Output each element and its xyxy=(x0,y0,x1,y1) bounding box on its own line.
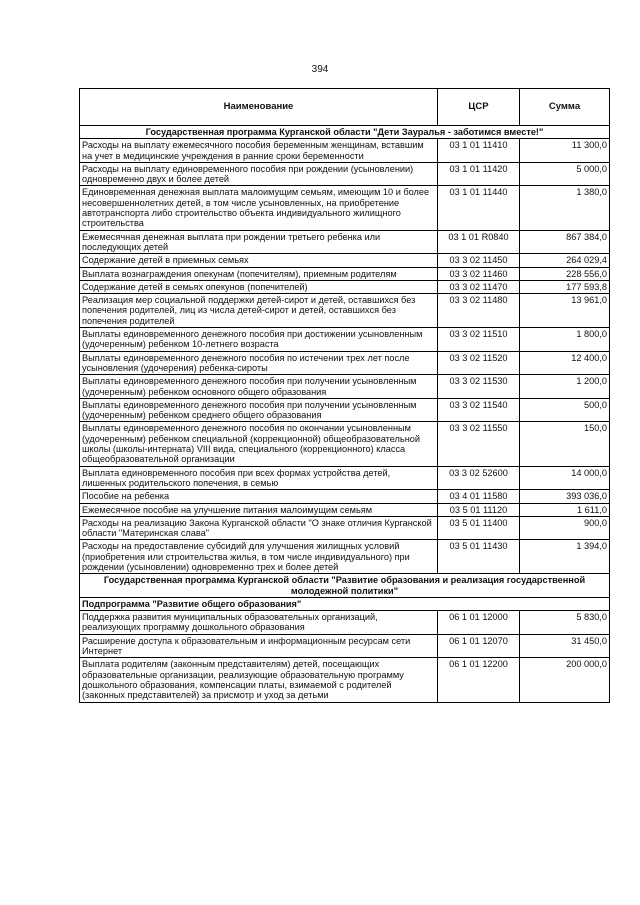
row-name: Расширение доступа к образовательным и информационным ресурсам сети Интернет xyxy=(80,634,438,658)
table-row xyxy=(80,186,610,230)
row-name: Реализация мер социальной поддержки детей-сирот и детей, оставшихся без попечения родителей, лиц из числа детей-сирот и детей, оставшихся без попечения родителей xyxy=(80,294,438,328)
table-row xyxy=(80,280,610,293)
row-csr: 03 3 02 11540 xyxy=(438,398,520,422)
table-row xyxy=(80,162,610,186)
table-row xyxy=(80,294,610,328)
row-name: Расходы на предоставление субсидий для улучшения жилищных условий (приобретения или строительства жилья, в том числе индивидуального) при рождении (усыновлении) одновременно трех и более детей xyxy=(80,540,438,574)
row-name: Поддержка развития муниципальных образовательных организаций, реализующих программу дошкольного образования xyxy=(80,611,438,635)
subsection-row xyxy=(80,597,610,610)
row-name: Выплаты единовременного денежного пособия при получении усыновленным (удочеренным) ребенком основного общего образования xyxy=(80,375,438,399)
row-csr: 03 3 02 11480 xyxy=(438,294,520,328)
table-row xyxy=(80,267,610,280)
row-csr: 03 3 02 11510 xyxy=(438,328,520,352)
row-sum: 1 394,0 xyxy=(520,540,610,574)
header-name: Наименование xyxy=(80,89,438,126)
row-sum: 1 800,0 xyxy=(520,328,610,352)
row-name: Выплата вознаграждения опекунам (попечителям), приемным родителям xyxy=(80,267,438,280)
table-row xyxy=(80,658,610,702)
row-name: Выплаты единовременного денежного пособия по истечении трех лет после усыновления (удочерения) ребенка-сироты xyxy=(80,351,438,375)
table-row xyxy=(80,503,610,516)
row-csr: 03 1 01 11420 xyxy=(438,162,520,186)
section-row xyxy=(80,126,610,139)
row-sum: 393 036,0 xyxy=(520,490,610,503)
page-number: 394 xyxy=(311,64,329,75)
row-csr: 03 4 01 11580 xyxy=(438,490,520,503)
row-csr: 03 5 01 11120 xyxy=(438,503,520,516)
row-sum: 5 000,0 xyxy=(520,162,610,186)
row-csr: 03 3 02 11530 xyxy=(438,375,520,399)
table-row xyxy=(80,540,610,574)
table-row xyxy=(80,466,610,490)
row-name: Выплаты единовременного денежного пособия при достижении усыновленным (удочеренным) ребенком 10-летнего возраста xyxy=(80,328,438,352)
row-csr: 03 1 01 R0840 xyxy=(438,230,520,254)
row-sum: 1 200,0 xyxy=(520,375,610,399)
row-name: Ежемесячная денежная выплата при рождении третьего ребенка или последующих детей xyxy=(80,230,438,254)
row-sum: 13 961,0 xyxy=(520,294,610,328)
table-row xyxy=(80,490,610,503)
row-sum: 11 300,0 xyxy=(520,139,610,163)
table-row xyxy=(80,375,610,399)
row-name: Содержание детей в приемных семьях xyxy=(80,254,438,267)
table-row xyxy=(80,139,610,163)
table-body xyxy=(80,126,610,703)
header-sum: Сумма xyxy=(520,89,610,126)
row-csr: 03 3 02 52600 xyxy=(438,466,520,490)
row-csr: 03 3 02 11550 xyxy=(438,422,520,466)
row-name: Расходы на выплату ежемесячного пособия беременным женщинам, вставшим на учет в медицинские учреждения в ранние сроки беременности xyxy=(80,139,438,163)
row-sum: 200 000,0 xyxy=(520,658,610,702)
row-csr: 03 5 01 11400 xyxy=(438,516,520,540)
row-csr: 03 3 02 11470 xyxy=(438,280,520,293)
row-sum: 867 384,0 xyxy=(520,230,610,254)
row-csr: 06 1 01 12200 xyxy=(438,658,520,702)
row-csr: 03 3 02 11460 xyxy=(438,267,520,280)
table-row xyxy=(80,516,610,540)
row-name: Выплаты единовременного денежного пособия при получении усыновленным (удочеренным) ребенком среднего общего образования xyxy=(80,398,438,422)
row-sum: 1 380,0 xyxy=(520,186,610,230)
row-sum: 150,0 xyxy=(520,422,610,466)
row-name: Расходы на реализацию Закона Курганской области "О знаке отличия Курганской области "Материнская слава" xyxy=(80,516,438,540)
row-sum: 12 400,0 xyxy=(520,351,610,375)
table-row xyxy=(80,422,610,466)
table-row xyxy=(80,634,610,658)
row-sum: 177 593,8 xyxy=(520,280,610,293)
row-name: Ежемесячное пособие на улучшение питания малоимущим семьям xyxy=(80,503,438,516)
row-name: Расходы на выплату единовременного пособия при рождении (усыновлении) одновременно двух и более детей xyxy=(80,162,438,186)
row-sum: 264 029,4 xyxy=(520,254,610,267)
section-title: Государственная программа Курганской области "Дети Зауралья - заботимся вместе!" xyxy=(80,126,610,139)
row-name: Содержание детей в семьях опекунов (попечителей) xyxy=(80,280,438,293)
row-csr: 03 1 01 11410 xyxy=(438,139,520,163)
row-csr: 03 3 02 11520 xyxy=(438,351,520,375)
row-csr: 06 1 01 12000 xyxy=(438,611,520,635)
header-csr: ЦСР xyxy=(438,89,520,126)
row-csr: 03 3 02 11450 xyxy=(438,254,520,267)
row-sum: 500,0 xyxy=(520,398,610,422)
section-row xyxy=(80,574,610,598)
table-row xyxy=(80,398,610,422)
table-row xyxy=(80,328,610,352)
table-row xyxy=(80,254,610,267)
row-name: Выплата единовременного пособия при всех формах устройства детей, лишенных родительского попечения, в семью xyxy=(80,466,438,490)
row-csr: 03 5 01 11430 xyxy=(438,540,520,574)
row-csr: 03 1 01 11440 xyxy=(438,186,520,230)
row-name: Пособие на ребенка xyxy=(80,490,438,503)
row-name: Единовременная денежная выплата малоимущим семьям, имеющим 10 и более несовершеннолетних детей, в том числе усыновленных, на приобретение автотранспорта либо строительство объекта индивидуального жилищного строительства xyxy=(80,186,438,230)
row-name: Выплата родителям (законным представителям) детей, посещающих образовательные организации, реализующие образовательную программу дошкольного образования, компенсации платы, взимаемой с родителей (законных представителей) за присмотр и уход за детьми xyxy=(80,658,438,702)
row-sum: 900,0 xyxy=(520,516,610,540)
row-sum: 31 450,0 xyxy=(520,634,610,658)
row-sum: 14 000,0 xyxy=(520,466,610,490)
section-title: Государственная программа Курганской области "Развитие образования и реализация государственной молодежной политики" xyxy=(80,574,610,598)
row-sum: 5 830,0 xyxy=(520,611,610,635)
table-row xyxy=(80,351,610,375)
row-csr: 06 1 01 12070 xyxy=(438,634,520,658)
table-header-row xyxy=(80,89,610,126)
table-row xyxy=(80,611,610,635)
subsection-title: Подпрограмма "Развитие общего образования" xyxy=(80,597,610,610)
budget-table xyxy=(79,88,610,703)
row-name: Выплаты единовременного денежного пособия по окончании усыновленным (удочеренным) ребенком специальной (коррекционной) общеобразовательной школы (школы-интерната) VIII вида, специального (коррекционного) класса общеобразовательной организации xyxy=(80,422,438,466)
table-row xyxy=(80,230,610,254)
row-sum: 1 611,0 xyxy=(520,503,610,516)
row-sum: 228 556,0 xyxy=(520,267,610,280)
